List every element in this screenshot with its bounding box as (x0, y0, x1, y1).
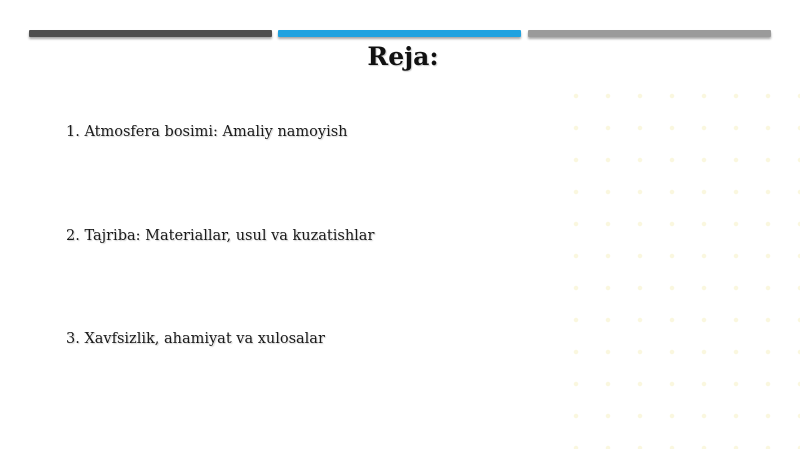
slide-title: Reja: (367, 42, 439, 71)
accent-bar-blue (278, 30, 521, 37)
header-accent-bars (29, 30, 771, 38)
accent-bar-dark (29, 30, 272, 37)
accent-bar-gray (528, 30, 771, 37)
agenda-item: 3. Xavfsizlik, ahamiyat va xulosalar (66, 331, 325, 347)
decorative-dot-pattern (560, 80, 800, 449)
agenda-item: 2. Tajriba: Materiallar, usul va kuzatishlar (66, 228, 375, 244)
agenda-item: 1. Atmosfera bosimi: Amaliy namoyish (66, 124, 348, 140)
